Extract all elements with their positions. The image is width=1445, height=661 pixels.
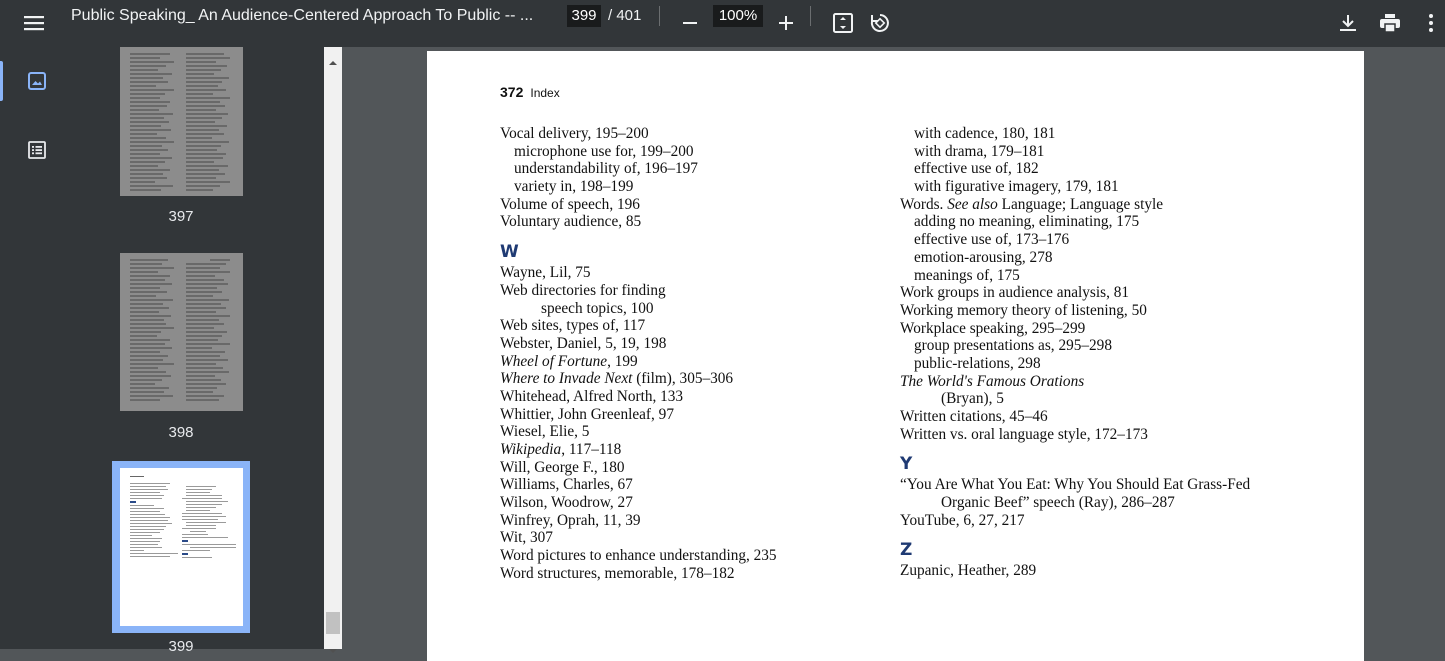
index-entry: Wit, 307 [500,529,553,547]
index-subentry: effective use of, 173–176 [914,231,1070,249]
page-thumbnail[interactable] [120,47,243,196]
active-indicator [0,61,3,101]
index-entry: Organic Beef” speech (Ray), 286–287 [941,494,1175,512]
page-number-input[interactable]: 399 [567,5,601,27]
index-entry: Word structures, memorable, 178–182 [500,564,735,582]
index-subentry: with cadence, 180, 181 [914,125,1056,142]
thumbnail-label: 398 [168,424,194,441]
index-entry: Williams, Charles, 67 [500,476,633,494]
page-thumbnail-current[interactable] [120,468,243,626]
index-section-letter: Z [900,540,913,561]
sidebar-scrollbar[interactable] [324,47,342,649]
page-number: 372 [500,84,524,100]
index-subentry: microphone use for, 199–200 [514,142,694,160]
index-section-letter: Y [900,454,913,475]
zoom-in-icon[interactable] [770,7,802,39]
index-entry: Will, George F., 180 [500,458,625,476]
pdf-page [427,51,1364,661]
index-entry: Volume of speech, 196 [500,195,640,213]
more-options-icon[interactable] [1415,7,1445,39]
index-column-left [500,125,777,583]
scroll-down-arrow-icon[interactable] [328,641,338,659]
index-subentry: public-relations, 298 [914,354,1041,372]
index-subentry: variety in, 198–199 [514,178,634,196]
index-column-right [900,125,1250,580]
thumbnail-label: 399 [168,638,194,655]
index-entry: Winfrey, Oprah, 11, 39 [500,511,641,529]
index-entry: Written vs. oral language style, 172–173 [900,425,1148,443]
thumbnails-view-icon[interactable] [20,64,54,98]
index-subentry: emotion-arousing, 278 [914,248,1053,266]
index-entry: Web directories for finding [500,281,666,299]
index-entry: Where to Invade Next (film), 305–306 [500,370,734,388]
index-entry: Wikipedia, 117–118 [500,441,622,458]
toolbar-divider [659,6,660,26]
running-head: Index [530,86,560,100]
index-entry: Work groups in audience analysis, 81 [900,284,1130,302]
download-icon[interactable] [1332,7,1364,39]
index-entry: (Bryan), 5 [941,390,1004,408]
rotate-icon[interactable] [864,7,896,39]
index-entry: Webster, Daniel, 5, 19, 198 [500,334,667,352]
index-entry: Web sites, types of, 117 [500,317,646,335]
index-subentry: meanings of, 175 [914,266,1020,284]
index-entry: Zupanic, Heather, 289 [900,562,1037,580]
pdf-toolbar [0,0,1445,47]
index-entry: Wheel of Fortune, 199 [500,352,638,370]
toolbar-divider [810,6,811,26]
index-subentry: with drama, 179–181 [914,142,1045,160]
page-thumbnail[interactable] [120,253,243,411]
index-entry: Vocal delivery, 195–200 [500,125,649,142]
index-entry: Working memory theory of listening, 50 [900,301,1147,319]
sidebar-rail [0,47,72,649]
index-entry: Wiesel, Elie, 5 [500,423,590,441]
scroll-up-arrow-icon[interactable] [328,53,338,71]
thumbnail-label: 397 [168,208,194,225]
index-entry: Wilson, Woodrow, 27 [500,494,633,512]
index-subentry: effective use of, 182 [914,160,1039,178]
index-section-letter: W [500,242,519,263]
index-entry: YouTube, 6, 27, 217 [900,511,1025,529]
index-entry: Written citations, 45–46 [900,408,1048,425]
page-header [500,84,560,102]
index-entry: Whitehead, Alfred North, 133 [500,387,684,405]
thumbnail-sidebar [0,47,342,655]
index-subentry: understandability of, 196–197 [514,160,698,178]
zoom-out-icon[interactable] [674,7,706,39]
index-subentry: group presentations as, 295–298 [914,337,1112,355]
index-subentry: with figurative imagery, 179, 181 [914,178,1119,196]
document-title: Public Speaking_ An Audience-Centered Approach To Public -- ... [71,7,534,24]
scrollbar-thumb[interactable] [326,612,340,634]
fit-page-icon[interactable] [827,7,859,39]
index-entry: Word pictures to enhance understanding, 235 [500,547,777,565]
outline-view-icon[interactable] [20,133,54,167]
print-icon[interactable] [1374,7,1406,39]
index-entry: Voluntary audience, 85 [500,213,642,231]
index-entry: Wayne, Lil, 75 [500,264,591,282]
index-entry: “You Are What You Eat: Why You Should Eat Grass-Fed [900,476,1251,494]
index-entry: The World's Famous Orations [900,372,1085,390]
index-entry: Workplace speaking, 295–299 [900,319,1086,337]
index-entry: Whittier, John Greenleaf, 97 [500,405,674,423]
page-total: / 401 [608,7,642,24]
menu-icon[interactable] [18,7,50,39]
index-entry: Words. See also Language; Language style [900,195,1164,213]
index-entry: speech topics, 100 [541,299,654,317]
zoom-input[interactable]: 100% [713,5,763,27]
index-subentry: adding no meaning, eliminating, 175 [914,213,1140,231]
